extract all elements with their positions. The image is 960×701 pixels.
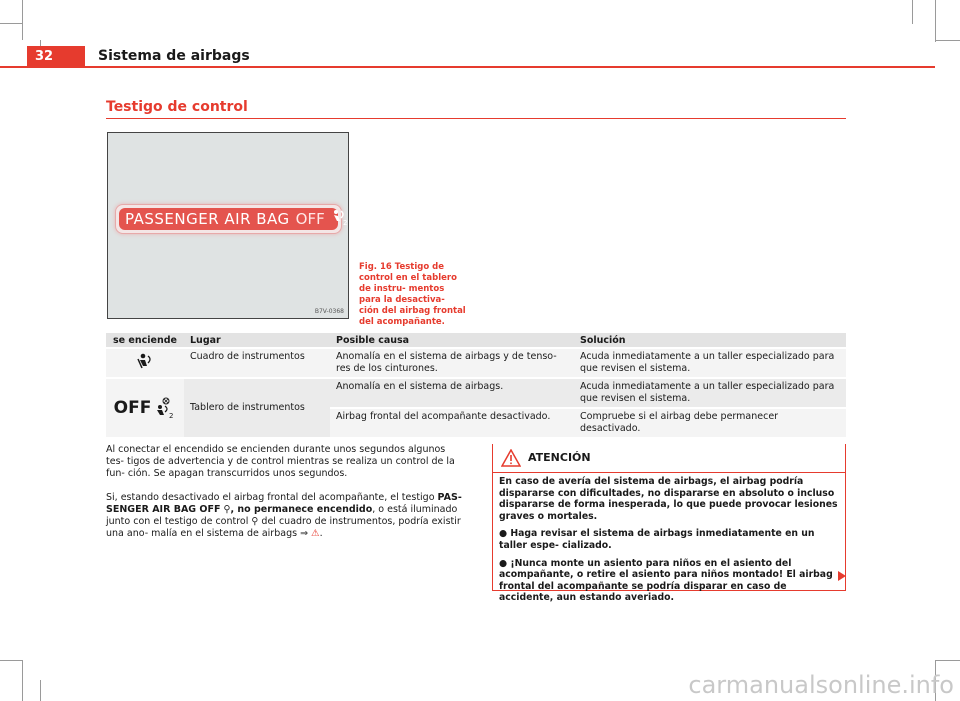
passenger-airbag-icon	[331, 208, 349, 230]
page-title: Testigo de control	[106, 99, 248, 115]
crop-mark	[40, 680, 41, 701]
cell-icon	[106, 378, 184, 437]
cell-solucion: Acuda inmediatamente a un taller especializado para que revisen el sistema.	[574, 348, 846, 378]
header-rule	[0, 66, 935, 68]
crop-mark	[22, 0, 23, 40]
section-header: Sistema de airbags	[98, 48, 250, 64]
paragraph	[106, 492, 462, 540]
crop-mark	[935, 0, 936, 42]
warning-bullet: ● ¡Nunca monte un asiento para niños en el asiento del acompañante, o retire el asiento para niños montado! El airbag frontal del acompañante se podría disparar en caso de accidente, aun estando averiado.	[499, 557, 833, 604]
figure-code: B7V-0368	[314, 308, 344, 315]
warning-title: ATENCIÓN	[528, 451, 591, 464]
text-run-bold: PAS- SENGER AIR BAG OFF	[106, 492, 462, 515]
table-header-row	[106, 333, 846, 348]
figure-caption: Fig. 16 Testigo de control en el tablero de instru- mentos para la desactiva- ción del airbag frontal del acompañante.	[359, 262, 466, 327]
warning-header	[493, 444, 845, 473]
col-header-causa: Posible causa	[330, 333, 574, 348]
cell-causa: Anomalía en el sistema de airbags.	[330, 378, 574, 408]
warning-paragraph: En caso de avería del sistema de airbags, el airbag podría dispararse con dificultades, no dispararse en absoluto o incluso dispararse de forma inesperada, lo que puede provocar lesiones graves o mortales.	[499, 476, 838, 522]
indicator-panel	[119, 208, 348, 230]
cell-causa: Airbag frontal del acompañante desactivado.	[330, 408, 574, 437]
text-run: del cuadro de instrumentos, podría existir una ano- malía en el sistema de airbags ⇒	[106, 516, 461, 539]
watermark: carmanualsonline.info	[688, 671, 954, 699]
cell-causa: Anomalía en el sistema de airbags y de tenso- res de los cinturones.	[330, 348, 574, 378]
paragraph: Al conectar el encendido se encienden durante unos segundos algunos tes- tigos de advertencia y de control mientras se realiza un control de la fun- ción. Se apagan transcurridos unos segundos.	[106, 444, 455, 479]
crop-mark	[0, 660, 22, 661]
crop-mark	[935, 40, 960, 41]
warning-icon: ⚠	[311, 528, 320, 539]
crop-mark	[22, 660, 23, 701]
col-header-lugar: Lugar	[184, 333, 330, 348]
col-header-solucion: Solución	[574, 333, 846, 348]
cell-icon	[106, 348, 184, 378]
cell-solucion: Acuda inmediatamente a un taller especializado para que revisen el sistema.	[574, 378, 846, 408]
text-run-bold: , no permanece encendido	[230, 504, 373, 515]
passenger-airbag-icon	[154, 403, 176, 419]
svg-text:2: 2	[169, 412, 174, 419]
page-number: 32	[27, 46, 85, 68]
title-rule	[106, 118, 846, 119]
airbag-icon	[135, 363, 155, 374]
warning-box	[492, 444, 846, 604]
col-header-se-enciende: se enciende	[106, 333, 184, 348]
cell-lugar: Tablero de instrumentos	[184, 378, 330, 437]
svg-text:2: 2	[342, 219, 348, 226]
airbag-icon: ⚲	[251, 516, 259, 527]
passenger-airbag-off-indicator	[115, 204, 348, 234]
cell-solucion: Compruebe si el airbag debe permanecer desactivado.	[574, 408, 846, 437]
crop-mark	[0, 23, 22, 24]
indicator-table	[106, 333, 846, 437]
figure-16	[107, 132, 349, 319]
text-run: , o está iluminado junto con el testigo de control	[106, 504, 458, 527]
off-label: OFF	[113, 398, 152, 418]
crop-mark	[912, 0, 913, 24]
table-row	[106, 378, 846, 408]
passenger-airbag-icon: ⚲	[220, 504, 231, 515]
text-run: Si, estando desactivado el airbag frontal del acompañante, el testigo	[106, 492, 438, 503]
warning-bullet: ● Haga revisar el sistema de airbags inmediatamente en un taller espe- cializado.	[499, 528, 815, 551]
indicator-off-label: OFF	[295, 210, 325, 228]
warning-icon	[501, 449, 521, 471]
cell-lugar: Cuadro de instrumentos	[184, 348, 330, 378]
text-run: .	[319, 528, 323, 539]
table-row	[106, 348, 846, 378]
warning-body	[493, 473, 845, 613]
indicator-label: PASSENGER AIR BAG	[125, 210, 290, 228]
continue-arrow-icon	[837, 567, 847, 586]
crop-mark	[935, 660, 960, 661]
